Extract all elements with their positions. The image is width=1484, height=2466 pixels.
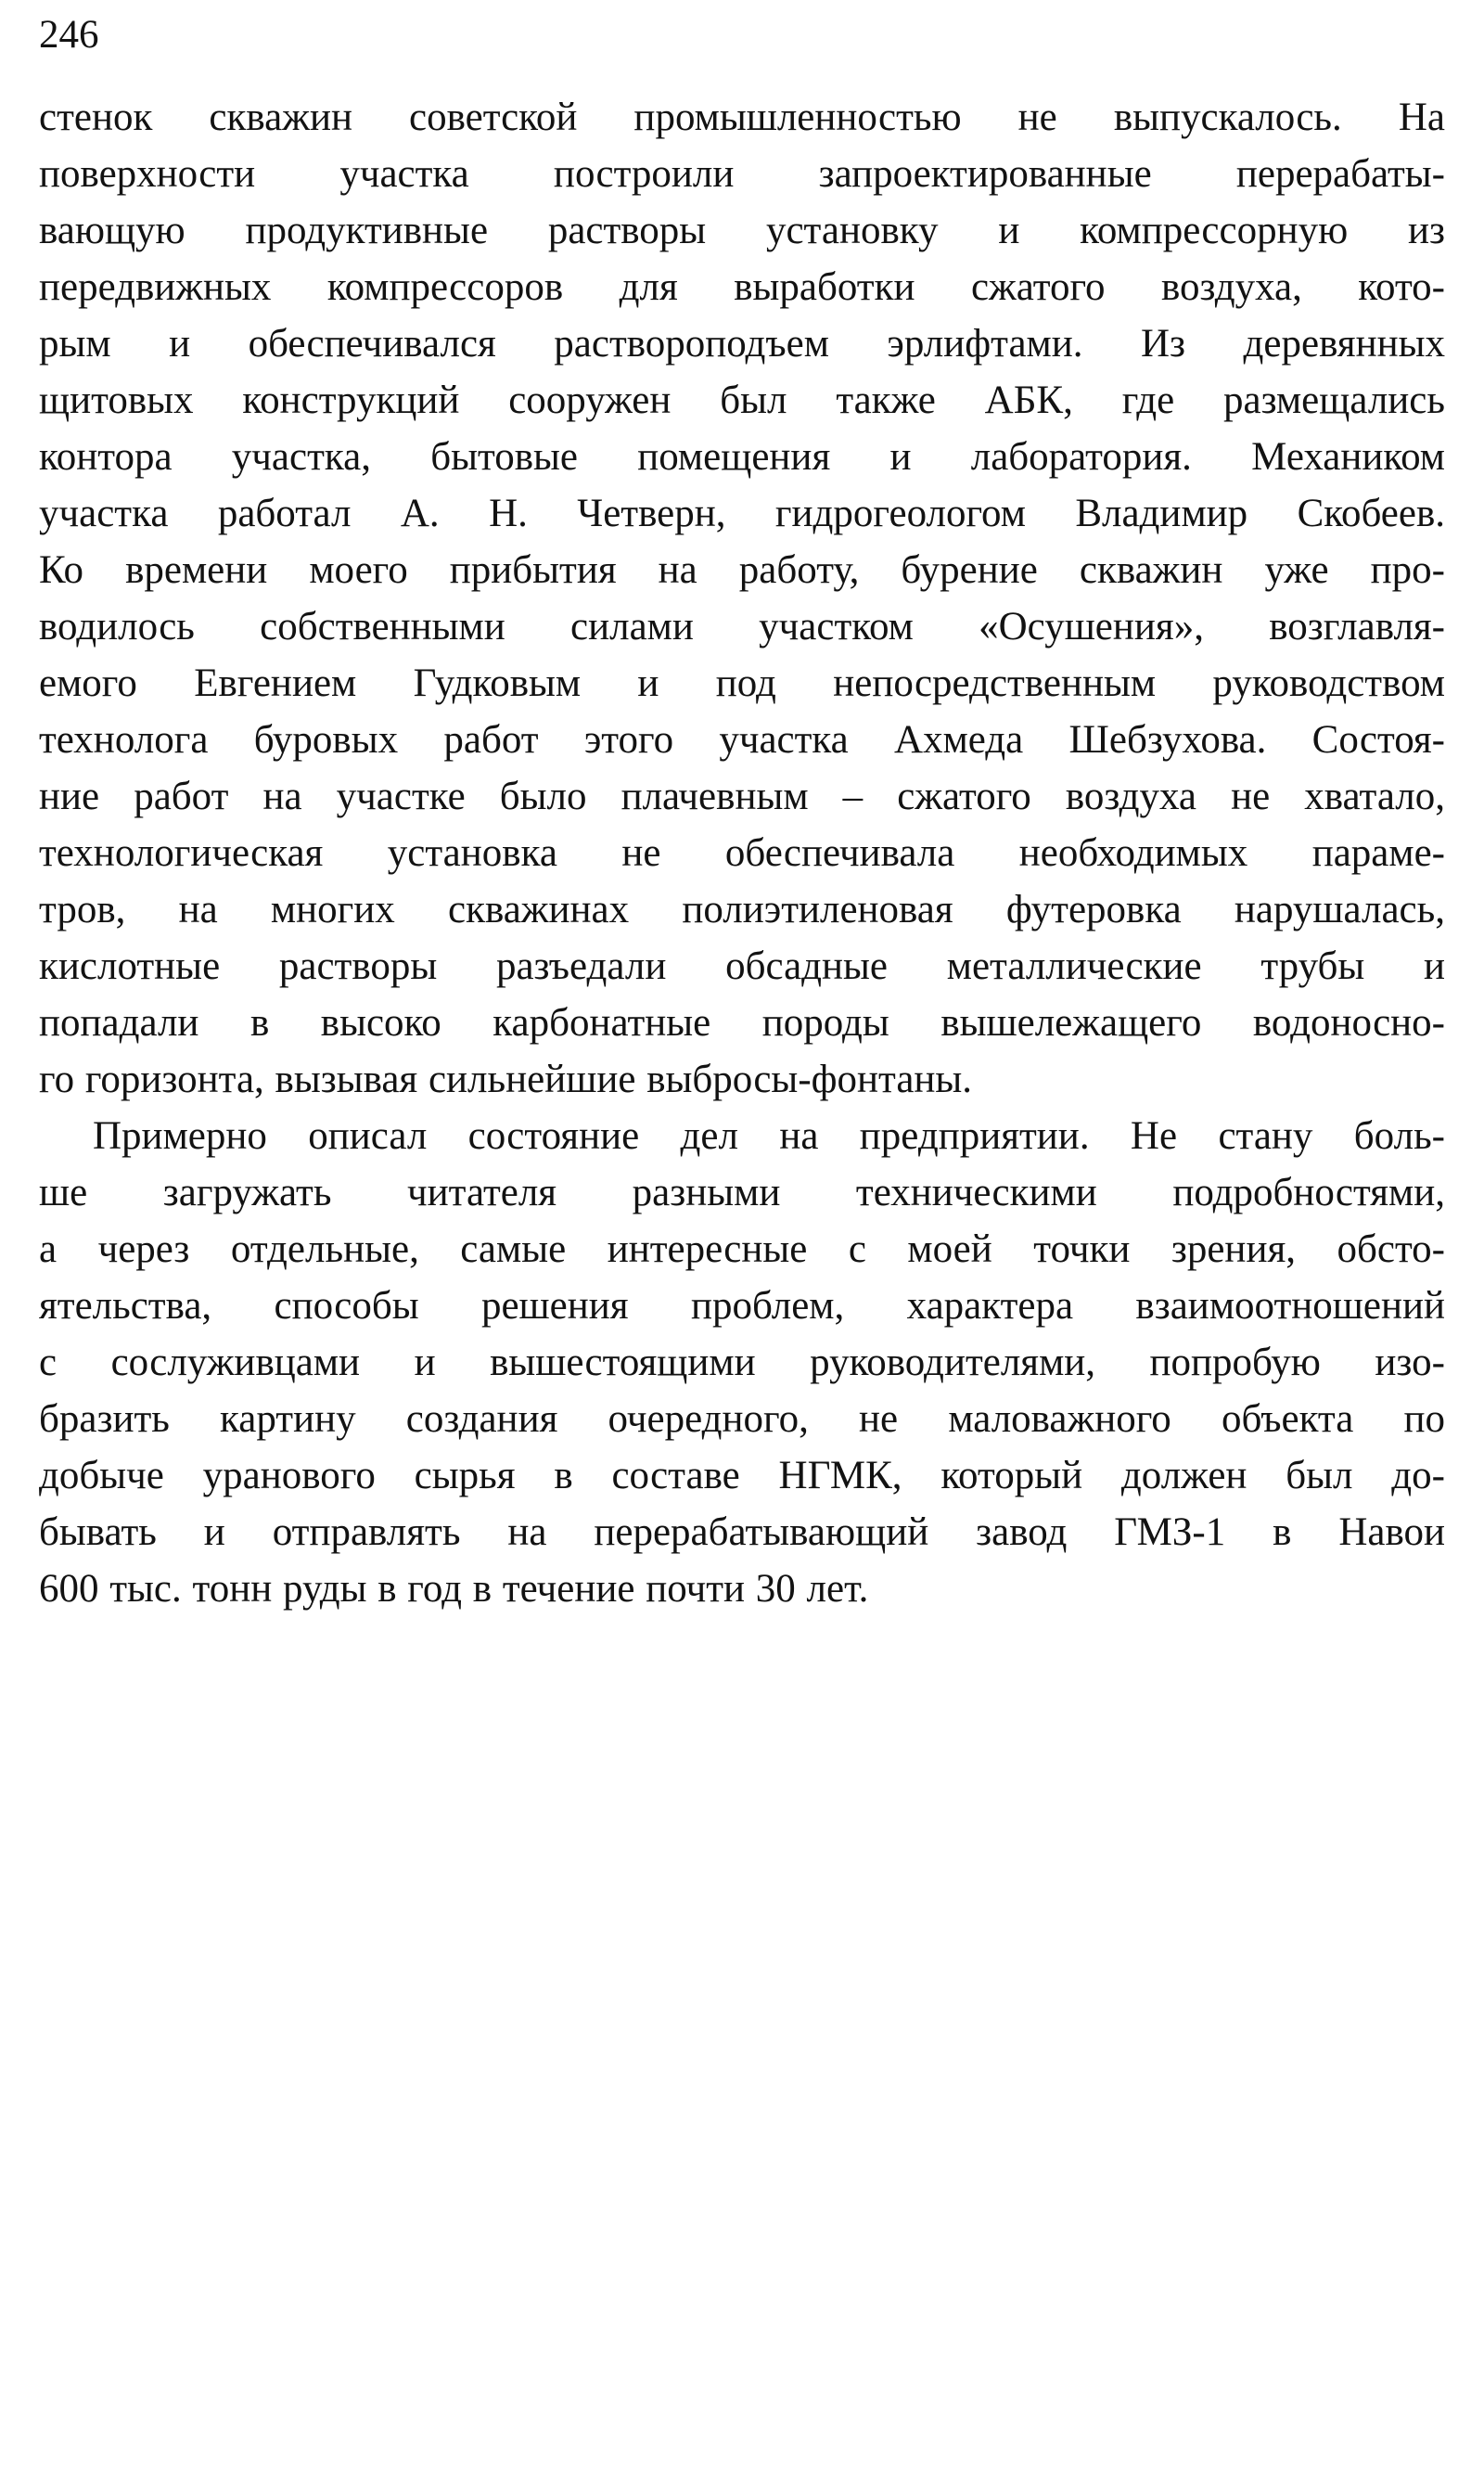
text-line: участка работал А. Н. Четверн, гидрогеологом Владимир Скобеев.: [39, 492, 1445, 535]
text-line: вающую продуктивные растворы установку и компрессорную из: [39, 209, 1445, 252]
text-line: тров, на многих скважинах полиэтиленовая футеровка нарушалась,: [39, 888, 1445, 931]
text-line: емого Евгением Гудковым и под непосредственным руководством: [39, 661, 1445, 705]
text-line: с сослуживцами и вышестоящими руководителями, попробую изо-: [39, 1341, 1445, 1384]
text-line: Примерно описал состояние дел на предприятии. Не стану боль-: [93, 1114, 1445, 1158]
paragraph: [39, 1108, 1445, 1617]
text-line: Ко времени моего прибытия на работу, бурение скважин уже про-: [39, 548, 1445, 592]
text-line: а через отдельные, самые интересные с моей точки зрения, обсто-: [39, 1227, 1445, 1271]
text-line: ше загружать читателя разными техническими подробностями,: [39, 1171, 1445, 1214]
text-line: стенок скважин советской промышленностью не выпускалось. На: [39, 96, 1445, 139]
page-number: 246: [39, 13, 99, 57]
text-line: добыче уранового сырья в составе НГМК, который должен был до-: [39, 1454, 1445, 1497]
text-line: технологическая установка не обеспечивала необходимых параме-: [39, 831, 1445, 875]
text-line: ятельства, способы решения проблем, характера взаимоотношений: [39, 1284, 1445, 1328]
text-line: попадали в высоко карбонатные породы вышележащего водоносно-: [39, 1001, 1445, 1045]
text-line: бывать и отправлять на перерабатывающий завод ГМЗ-1 в Навои: [39, 1510, 1445, 1554]
text-line: ние работ на участке было плачевным – сжатого воздуха не хватало,: [39, 775, 1445, 818]
text-line: щитовых конструкций сооружен был также АБК, где размещались: [39, 379, 1445, 422]
text-line: рым и обеспечивался раствороподъем эрлифтами. Из деревянных: [39, 322, 1445, 366]
text-line: поверхности участка построили запроектированные перерабаты-: [39, 152, 1445, 196]
text-line: передвижных компрессоров для выработки сжатого воздуха, кото-: [39, 265, 1445, 309]
text-line: 600 тыс. тонн руды в год в течение почти 30 лет.: [39, 1567, 869, 1611]
text-line: технолога буровых работ этого участка Ахмеда Шебзухова. Состоя-: [39, 718, 1445, 762]
text-line: водилось собственными силами участком «Осушения», возглавля-: [39, 605, 1445, 649]
text-line: контора участка, бытовые помещения и лаборатория. Механиком: [39, 435, 1445, 479]
paragraph: [39, 89, 1445, 1108]
text-line: кислотные растворы разъедали обсадные металлические трубы и: [39, 944, 1445, 988]
text-line: бразить картину создания очередного, не маловажного объекта по: [39, 1397, 1445, 1441]
text-block: [39, 89, 1445, 1617]
text-line: го горизонта, вызывая сильнейшие выбросы-фонтаны.: [39, 1058, 973, 1101]
